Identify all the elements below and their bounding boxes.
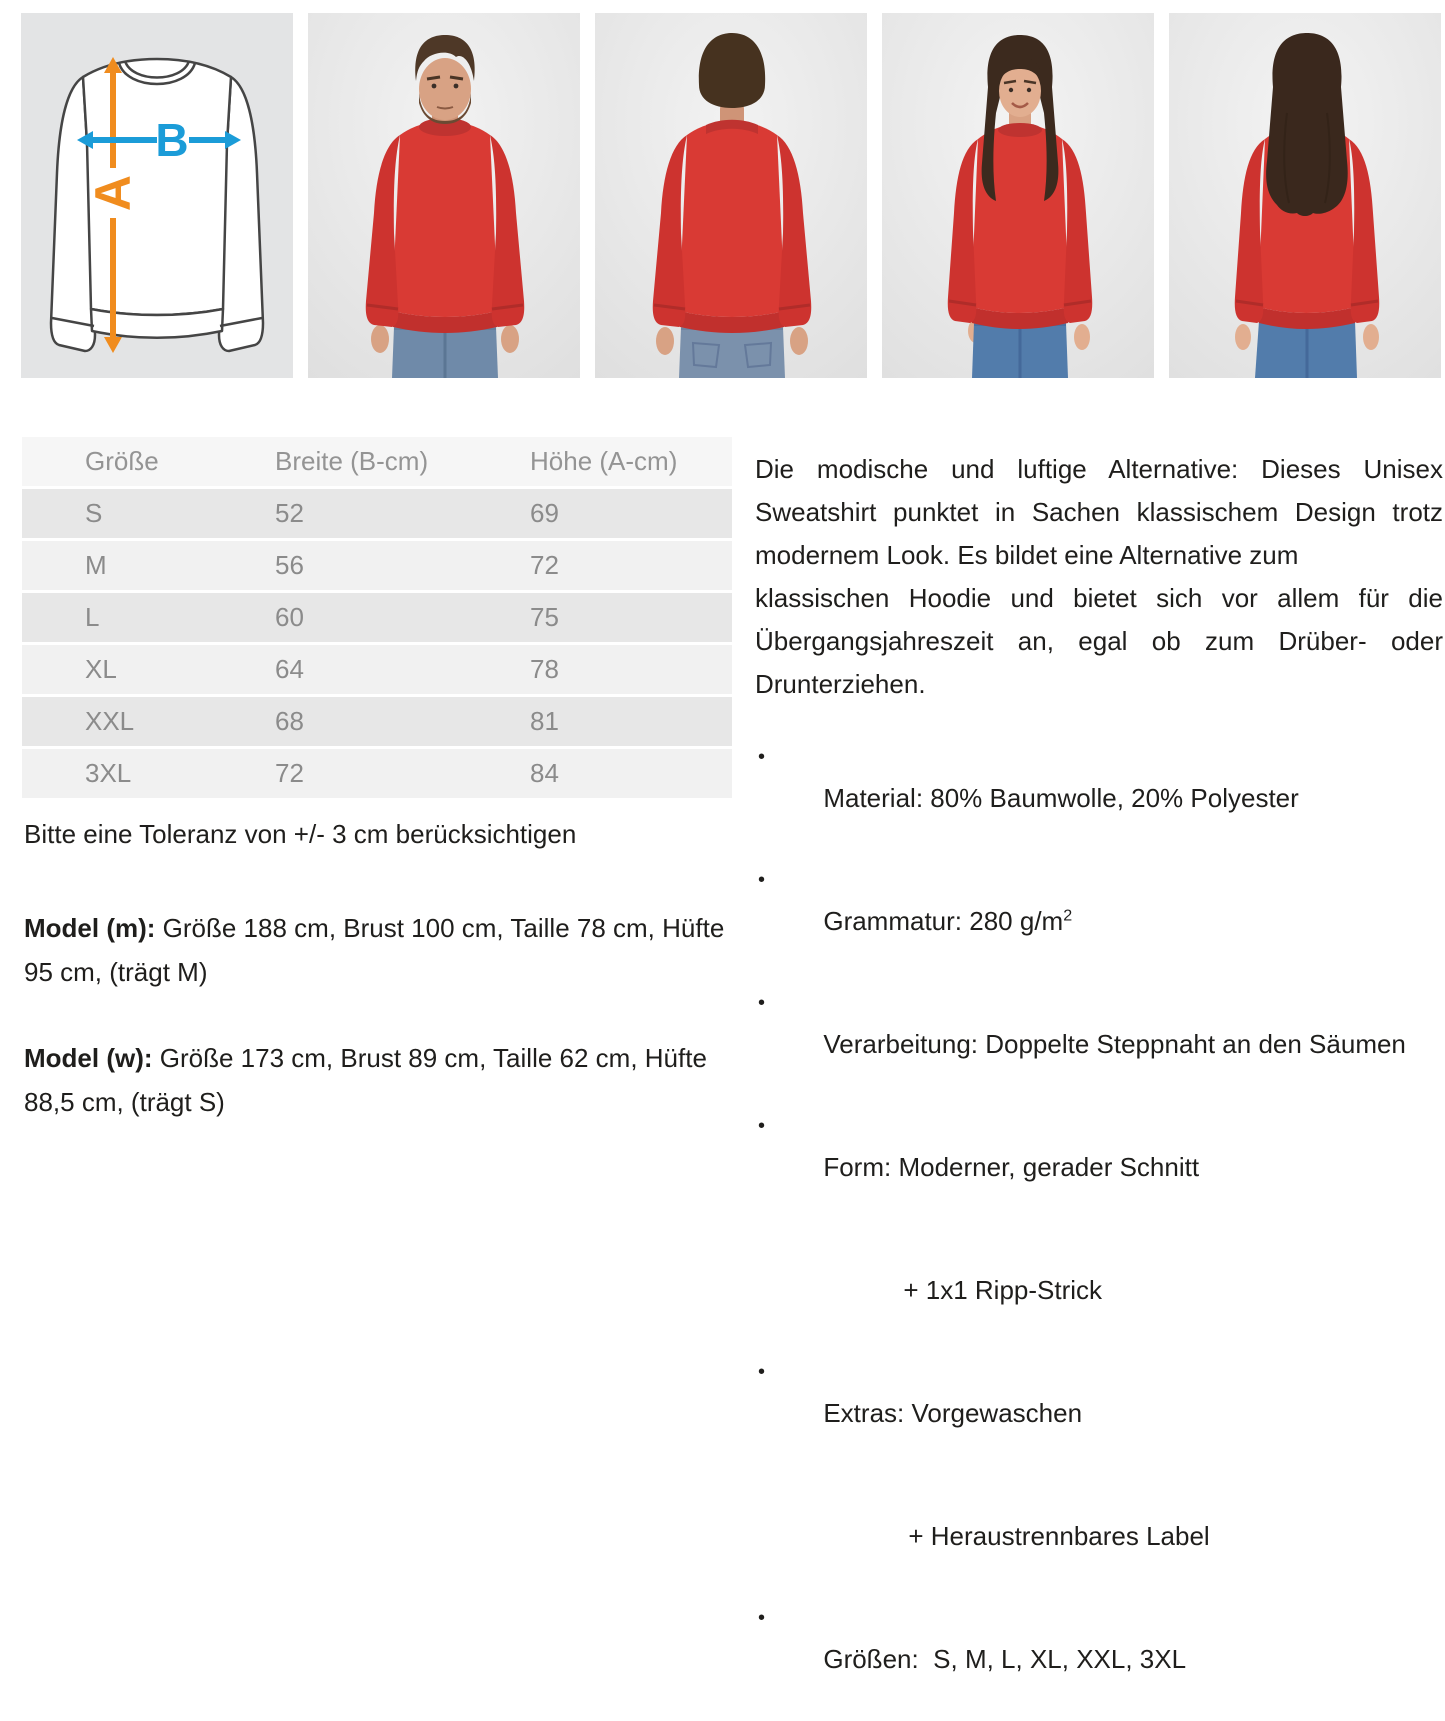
model-w-label: Model (w): — [24, 1043, 153, 1073]
model-w-text: Größe 173 cm, Brust 89 cm, Taille 62 cm, Hüfte 88,5 cm, (trägt S) — [24, 1043, 707, 1117]
detail-groessen — [755, 1598, 1443, 1721]
detail-material — [755, 737, 1443, 860]
col-header-breite: Breite (B-cm) — [275, 446, 429, 476]
description-line: Drunterziehen. — [755, 669, 926, 699]
label-a: A — [85, 174, 141, 212]
superscript-2: 2 — [1063, 906, 1073, 925]
detail-text: + 1x1 Ripp-Strick — [903, 1275, 1103, 1305]
photo-woman-front — [882, 13, 1154, 378]
table-row-l — [22, 593, 732, 642]
detail-text: Form: Moderner, gerader Schnitt — [823, 1152, 1200, 1182]
description-line: Die modische und luftige Alternative: Dieses Unisex — [755, 454, 1443, 484]
model-info-male — [24, 906, 726, 994]
detail-text: Verarbeitung: Doppelte Steppnaht an den Säumen — [823, 1029, 1406, 1059]
col-header-hoehe: Höhe (A-cm) — [530, 446, 678, 476]
cell-breite: 68 — [275, 706, 304, 736]
cell-hoehe: 69 — [530, 498, 559, 528]
table-row-3xl — [22, 749, 732, 798]
bullet-icon: • — [758, 1115, 766, 1137]
model-m-text: Größe 188 cm, Brust 100 cm, Taille 78 cm, Hüfte 95 cm, (trägt M) — [24, 913, 725, 987]
description-line: modernem Look. Es bildet eine Alternative zum — [755, 540, 1299, 570]
description-line: Sweatshirt punktet in Sachen klassischem Design trotz — [755, 497, 1443, 527]
description-paragraph — [755, 448, 1443, 706]
product-description — [755, 448, 1443, 1721]
detail-extras — [755, 1352, 1443, 1475]
details-list — [755, 737, 1443, 1721]
sweatshirt-outline — [51, 59, 263, 351]
cell-hoehe: 75 — [530, 602, 559, 632]
size-diagram-svg — [21, 13, 293, 378]
photo-woman-back — [1169, 13, 1441, 378]
cell-hoehe: 81 — [530, 706, 559, 736]
detail-text: Größen: S, M, L, XL, XXL, 3XL — [823, 1644, 1187, 1674]
cell-hoehe: 78 — [530, 654, 559, 684]
cell-breite: 52 — [275, 498, 304, 528]
photo-woman-back-svg — [1169, 13, 1441, 378]
detail-text: + Heraustrennbares Label — [908, 1521, 1210, 1551]
cell-size: XL — [85, 654, 117, 684]
photo-man-front-svg — [308, 13, 580, 378]
photo-man-back — [595, 13, 867, 378]
detail-form-cont — [755, 1229, 1443, 1352]
cell-size: 3XL — [85, 758, 132, 788]
detail-text: Grammatur: 280 g/m — [823, 906, 1064, 936]
cell-hoehe: 72 — [530, 550, 559, 580]
detail-grammatur — [755, 860, 1443, 983]
table-row-xl — [22, 645, 732, 694]
table-row-s — [22, 489, 732, 538]
photo-man-front — [308, 13, 580, 378]
bullet-icon: • — [758, 746, 766, 768]
bullet-icon: • — [758, 1361, 766, 1383]
cell-breite: 72 — [275, 758, 304, 788]
size-diagram — [21, 13, 293, 378]
description-line: Übergangsjahreszeit an, egal ob zum Drüber- oder — [755, 626, 1443, 656]
cell-hoehe: 84 — [530, 758, 559, 788]
detail-verarbeitung — [755, 983, 1443, 1106]
detail-text: Material: 80% Baumwolle, 20% Polyester — [823, 783, 1299, 813]
cell-size: M — [85, 550, 107, 580]
cell-breite: 64 — [275, 654, 304, 684]
size-table — [22, 437, 732, 801]
table-row-xxl — [22, 697, 732, 746]
model-info-female — [24, 1036, 726, 1124]
bullet-icon: • — [758, 992, 766, 1014]
label-b: B — [155, 114, 189, 166]
size-table-header — [22, 437, 732, 486]
detail-extras-cont — [755, 1475, 1443, 1598]
cell-size: S — [85, 498, 103, 528]
cell-breite: 56 — [275, 550, 304, 580]
cell-size: L — [85, 602, 100, 632]
bullet-icon: • — [758, 869, 766, 891]
cell-breite: 60 — [275, 602, 304, 632]
detail-form — [755, 1106, 1443, 1229]
description-line: klassischen Hoodie und bietet sich vor allem für die — [755, 583, 1443, 613]
col-header-groesse: Größe — [85, 446, 159, 476]
photo-man-back-svg — [595, 13, 867, 378]
tolerance-note: Bitte eine Toleranz von +/- 3 cm berücksichtigen — [24, 819, 577, 849]
detail-text: Extras: Vorgewaschen — [823, 1398, 1083, 1428]
bullet-icon: • — [758, 1607, 766, 1629]
image-gallery — [21, 13, 1441, 378]
photo-woman-front-svg — [882, 13, 1154, 378]
model-m-label: Model (m): — [24, 913, 156, 943]
table-row-m — [22, 541, 732, 590]
cell-size: XXL — [85, 706, 135, 736]
